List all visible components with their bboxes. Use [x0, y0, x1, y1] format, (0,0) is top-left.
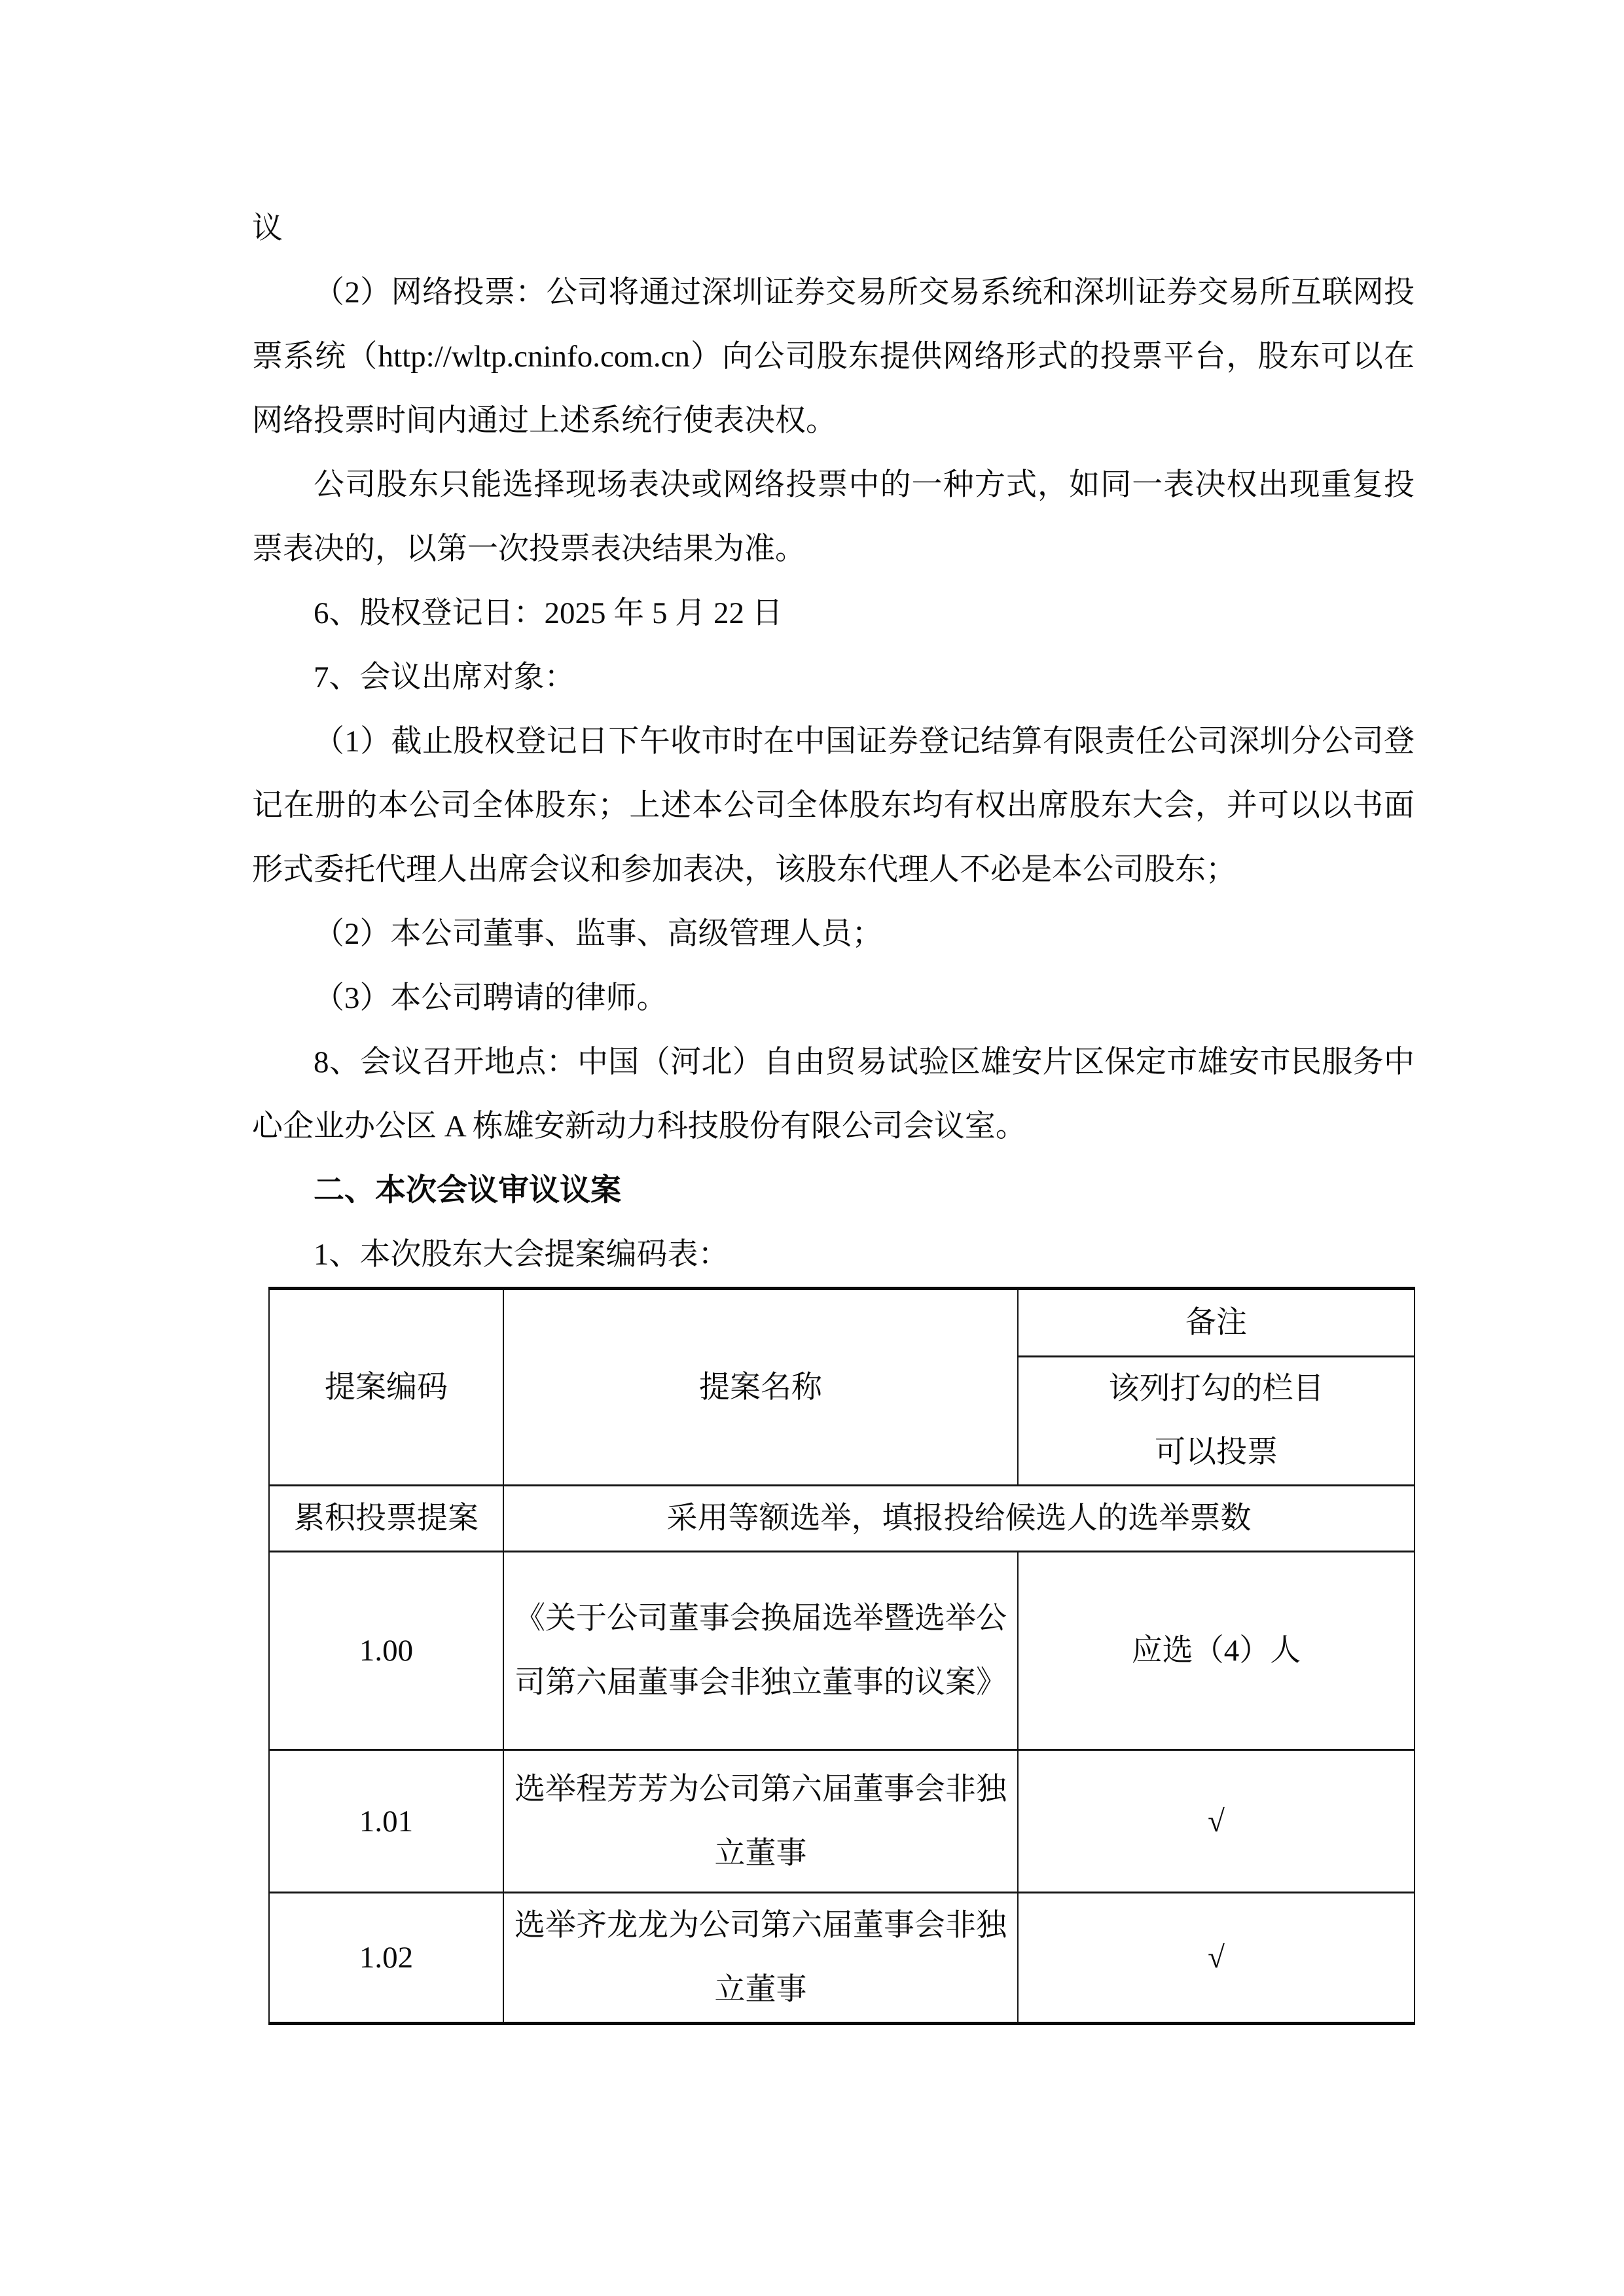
- header-cell-remark: 备注: [1018, 1289, 1415, 1357]
- header-cell-remark-note: [1018, 1357, 1415, 1486]
- table-row: [269, 1750, 1415, 1893]
- paragraph-network-voting: （2）网络投票：公司将通过深圳证券交易所交易系统和深圳证券交易所互联网投票系统（http://wltp.cninfo.com.cn）向公司股东提供网络形式的投票平台，股东可以在网络投票时间内通过上述系统行使表决权。: [252, 276, 1415, 438]
- table-header-row: [269, 1289, 1415, 1357]
- header-cell-proposal-name: 提案名称: [503, 1289, 1018, 1486]
- proposal-code-cell: 1.00: [269, 1552, 503, 1750]
- remark-note-line2: 可以投票: [1155, 1435, 1278, 1469]
- paragraph-attendees-lawyers: （3）本公司聘请的律师。: [314, 981, 668, 1015]
- proposal-name-cell: 选举齐龙龙为公司第六届董事会非独立董事: [503, 1893, 1018, 2024]
- proposal-code-cell: 1.01: [269, 1750, 503, 1893]
- header-cell-proposal-code: 提案编码: [269, 1289, 503, 1486]
- cumulative-desc-cell: 采用等额选举，填报投给候选人的选举票数: [503, 1486, 1415, 1552]
- cumulative-voting-row: [269, 1486, 1415, 1552]
- proposal-code-cell: 1.02: [269, 1893, 503, 2024]
- paragraph-record-date: 6、股权登记日：2025 年 5 月 22 日: [314, 596, 783, 630]
- remark-note-line1: 该列打勾的栏目: [1108, 1372, 1324, 1406]
- paragraph-attendees-shareholders: （1）截止股权登记日下午收市时在中国证券登记结算有限责任公司深圳分公司登记在册的本公司全体股东；上述本公司全体股东均有权出席股东大会，并可以以书面形式委托代理人出席会议和参加表决，该股东代理人不必是本公司股东；: [252, 725, 1415, 887]
- section-heading: 二、本次会议审议议案: [314, 1174, 621, 1208]
- cumulative-label-cell: 累积投票提案: [269, 1486, 503, 1552]
- paragraph-voting-method-rule: 公司股东只能选择现场表决或网络投票中的一种方式，如同一表决权出现重复投票表决的，以第一次投票表决结果为准。: [252, 468, 1415, 566]
- proposal-name-cell: 《关于公司董事会换届选举暨选举公司第六届董事会非独立董事的议案》: [503, 1552, 1018, 1750]
- vote-allowed-checkmark: √: [1018, 1750, 1415, 1893]
- paragraph-fragment: 议: [252, 211, 283, 245]
- vote-allowed-checkmark: √: [1018, 1893, 1415, 2024]
- paragraph-attendees-directors: （2）本公司董事、监事、高级管理人员；: [314, 917, 883, 951]
- paragraph-table-caption: 1、本次股东大会提案编码表：: [314, 1238, 729, 1272]
- proposal-code-table: [268, 1287, 1415, 2025]
- proposal-name-cell: 选举程芳芳为公司第六届董事会非独立董事: [503, 1750, 1018, 1893]
- paragraph-attendees-title: 7、会议出席对象：: [314, 660, 575, 694]
- table-row: [269, 1552, 1415, 1750]
- paragraph-meeting-location: 8、会议召开地点：中国（河北）自由贸易试验区雄安片区保定市雄安市民服务中心企业办公区 A 栋雄安新动力科技股份有限公司会议室。: [252, 1045, 1415, 1143]
- proposal-remark-cell: 应选（4）人: [1018, 1552, 1415, 1750]
- table-row: [269, 1893, 1415, 2024]
